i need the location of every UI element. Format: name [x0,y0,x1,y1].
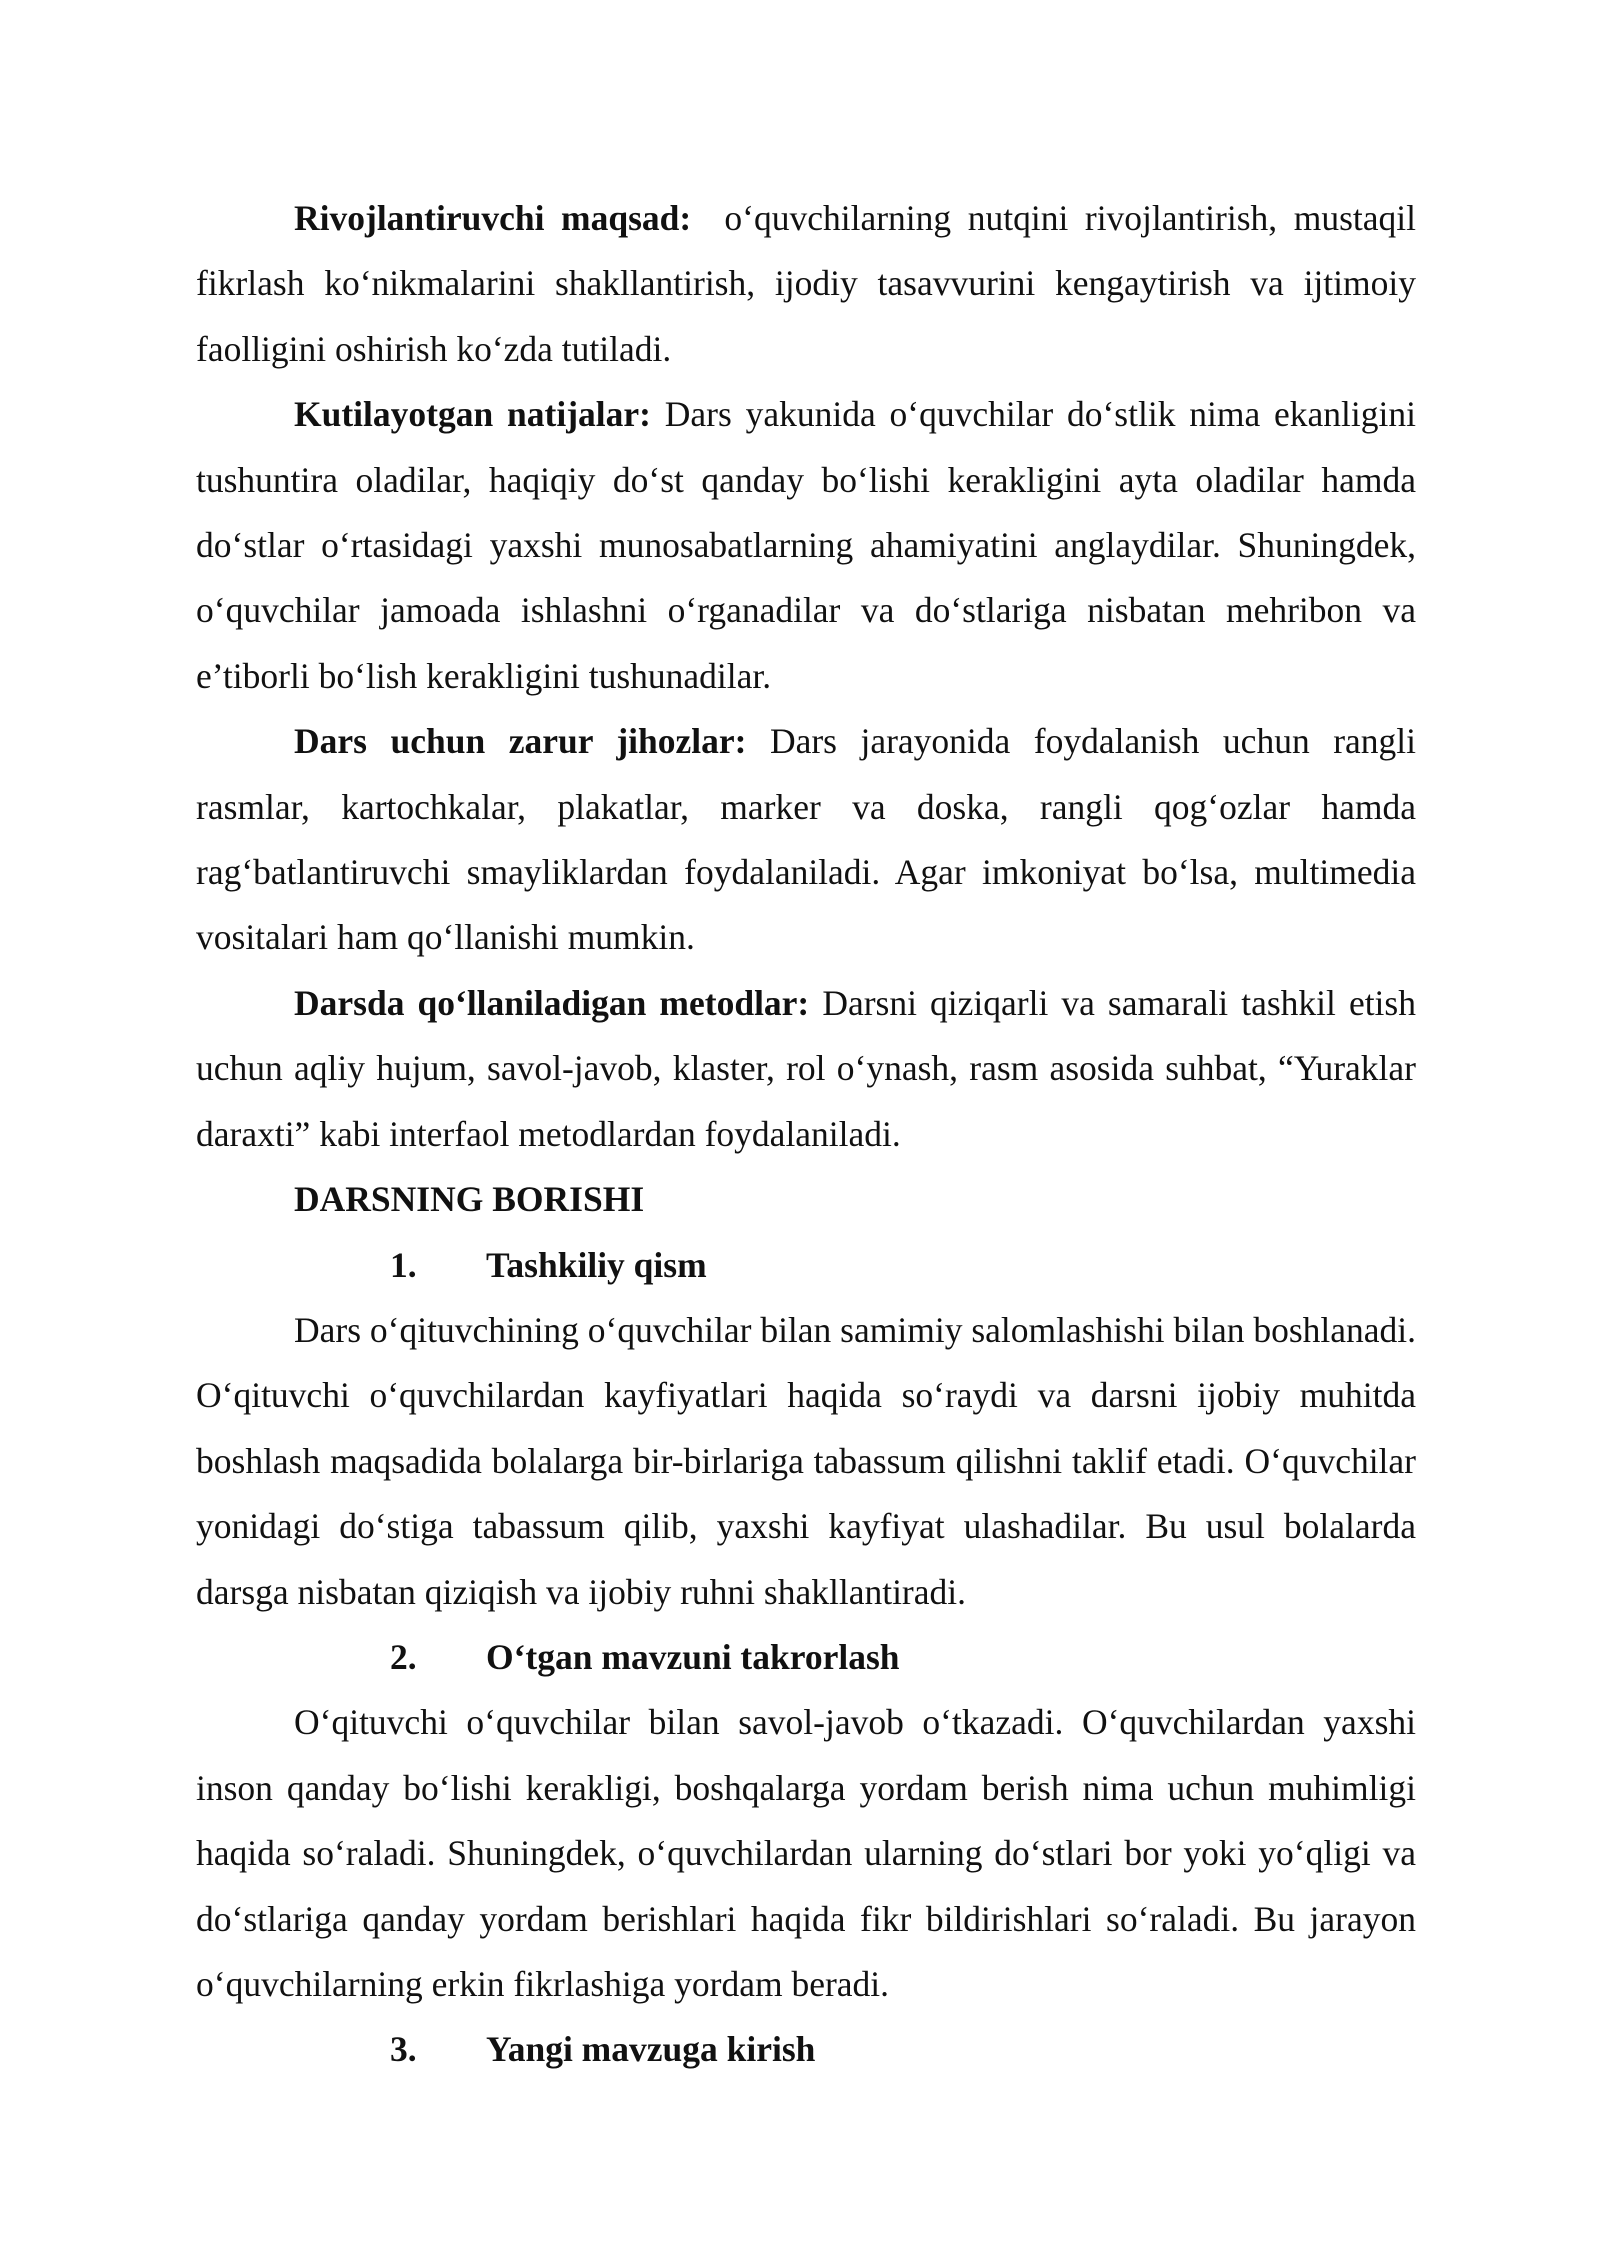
paragraph-developmental-goal [196,186,1425,382]
paragraph-text: o‘quvchilarning nutqini rivojlantirish, mustaqil fikrlash ko‘nikmalarini shakllantirish, ijodiy tasavvurini kengaytirish va ijtimoiy faolligini oshirish ko‘zda tutiladi. [196,198,1425,369]
section-text-2: O‘qituvchi o‘quvchilar bilan savol-javob o‘tkazadi. O‘quvchilardan yaxshi inson qanday bo‘lishi kerakligi, boshqalarga yordam berish nima uchun muhimligi haqida so‘raladi. Shuningdek, o‘quvchilardan ularning do‘stlari bor yoki yo‘qligi va do‘stlariga qanday yordam berishlari haqida fikr bildirishlari so‘raladi. Bu jarayon o‘quvchilarning erkin fikrlashiga yordam beradi. [196,1702,1416,2004]
section-title: Yangi mavzuga kirish [486,2029,816,2070]
paragraph-text: Dars jarayonida foydalanish uchun rangli rasmlar, kartochkalar, plakatlar, marker va doska, rangli qog‘ozlar hamda rag‘batlantiruvchi smayliklardan foydalaniladi. Agar imkoniyat bo‘lsa, multimedia vositalari ham qo‘llanishi mumkin. [196,721,1416,958]
document-page [196,186,1425,2083]
section-number: 2. [390,1636,417,1677]
section-heading-3 [196,2017,1416,2082]
paragraph-text: Dars yakunida o‘quvchilar do‘stlik nima ekanligini tushuntira oladilar, haqiqiy do‘st qanday bo‘lishi kerakligini ayta oladilar hamda do‘stlar o‘rtasidagi yaxshi munosabatlarning ahamiyatini anglaydilar. Shuningdek, o‘quvchilar jamoada ishlashni o‘rganadilar va do‘stlariga nisbatan mehribon va e’tiborli bo‘lish kerakligini tushunadilar. [196,394,1416,696]
section-heading-2 [196,1625,1416,1690]
paragraph-label: Kutilayotgan natijalar: [294,394,651,435]
paragraph-label: Darsda qo‘llaniladigan metodlar: [294,982,810,1023]
section-title: O‘tgan mavzuni takrorlash [486,1636,900,1677]
paragraph-label: Dars uchun zarur jihozlar: [294,721,747,762]
paragraph-required-equipment [196,709,1416,971]
section-heading-1 [196,1233,1416,1298]
section-title: Tashkiliy qism [486,1244,707,1285]
section-number: 1. [390,1244,417,1285]
section-number: 3. [390,2029,417,2070]
main-heading: DARSNING BORISHI [294,1179,645,1220]
paragraph-text: Darsni qiziqarli va samarali tashkil etish uchun aqliy hujum, savol-javob, klaster, rol o‘ynash, rasm asosida suhbat, “Yuraklar daraxti” kabi interfaol metodlardan foydalaniladi. [196,982,1416,1154]
paragraph-label: Rivojlantiruvchi maqsad: [294,198,692,238]
section-text-1: Dars o‘qituvchining o‘quvchilar bilan samimiy salomlashishi bilan boshlanadi. O‘qituvchi o‘quvchilardan kayfiyatlari haqida so‘raydi va darsni ijobiy muhitda boshlash maqsadida bolalarga bir-birlariga tabassum qilishni taklif etadi. O‘quvchilar yonidagi do‘stiga tabassum qilib, yaxshi kayfiyat ulashadilar. Bu usul bolalarda darsga nisbatan qiziqish va ijobiy ruhni shakllantiradi. [196,1309,1417,1612]
paragraph-expected-results [196,382,1416,709]
paragraph-methods [196,971,1416,1167]
